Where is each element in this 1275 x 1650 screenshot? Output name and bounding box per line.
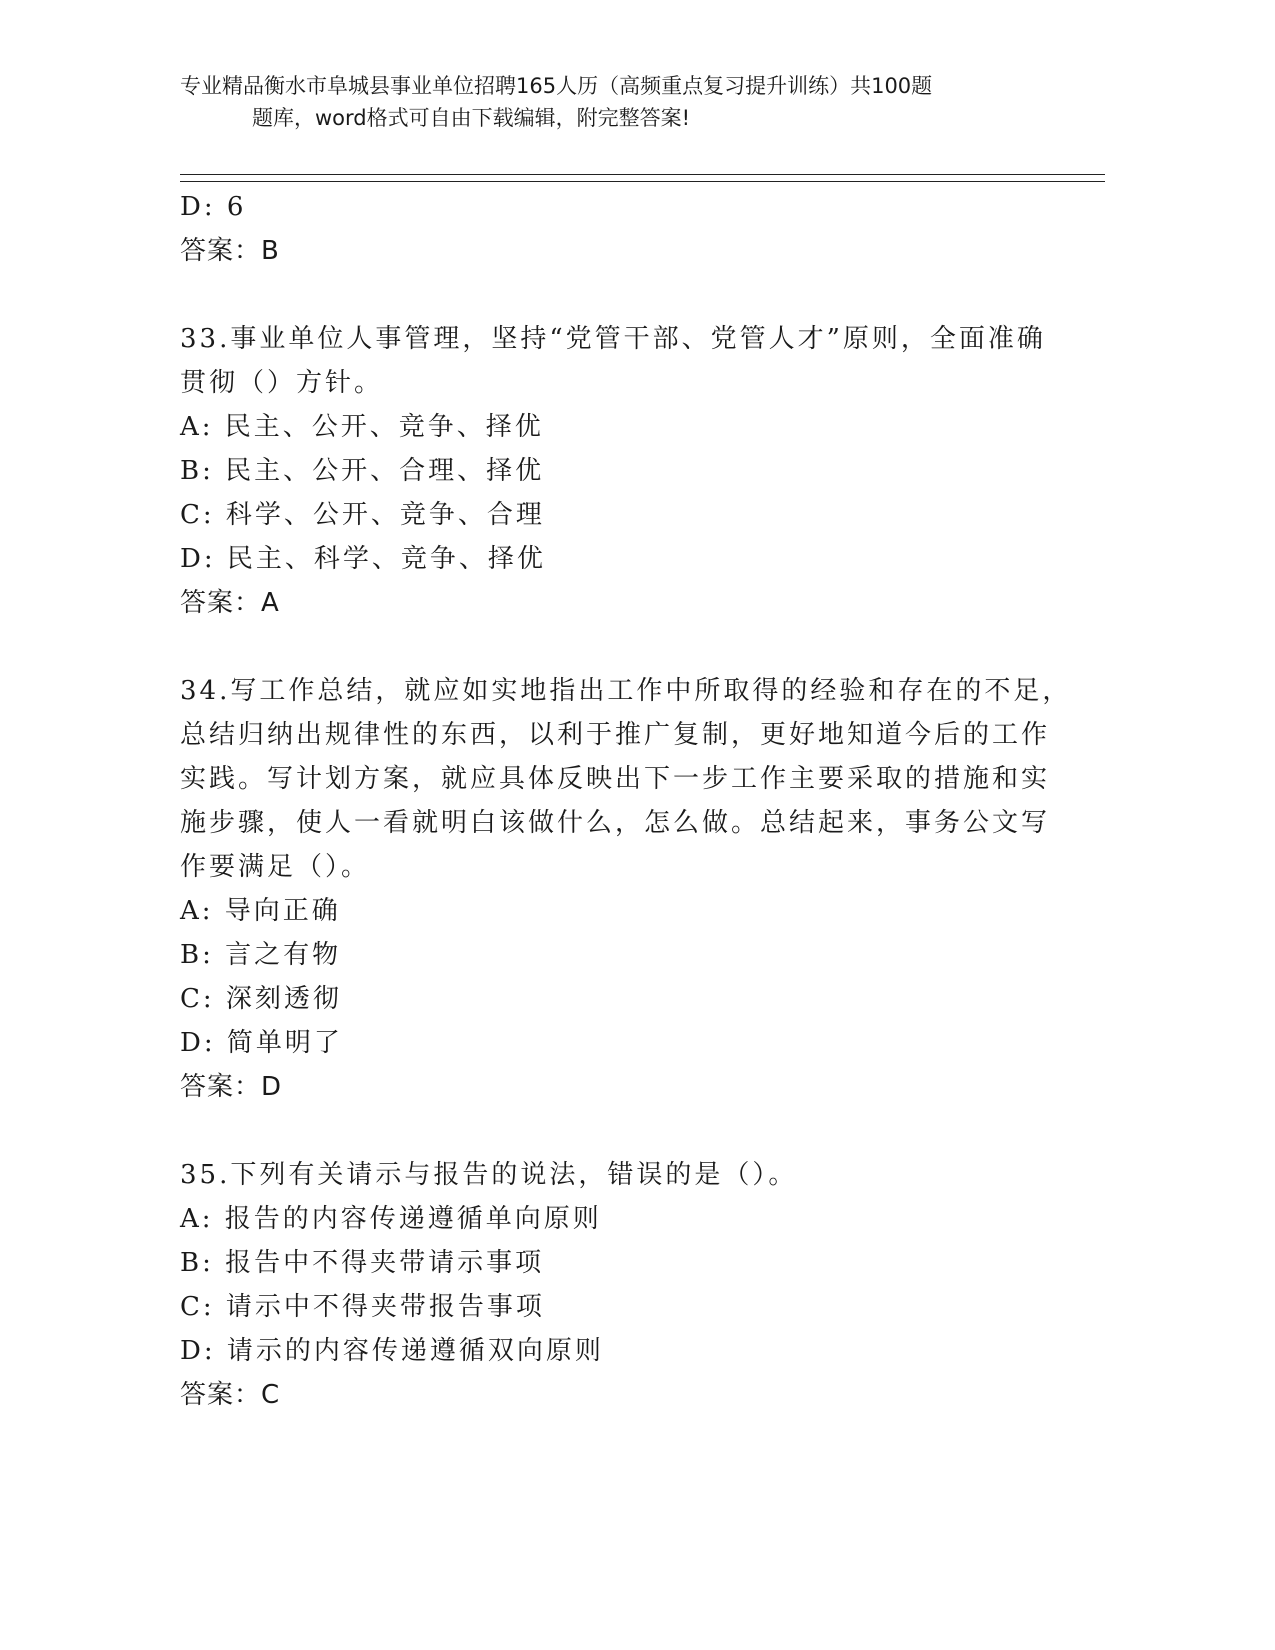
option-c: C: 请示中不得夹带报告事项 [180, 1292, 545, 1322]
option-d: D: 民主、科学、竞争、择优 [180, 544, 546, 574]
answer-line: 答案：B [180, 236, 280, 266]
header-divider-top [180, 174, 1105, 175]
option-a: A: 报告的内容传递遵循单向原则 [180, 1204, 602, 1234]
option-d: D: 请示的内容传递遵循双向原则 [180, 1336, 604, 1366]
option-a: A: 导向正确 [180, 896, 341, 926]
answer-line: 答案：A [180, 588, 280, 618]
header-title-line2: 题库，word格式可自由下载编辑，附完整答案! [252, 106, 691, 130]
question-stem-line: 施步骤，使人一看就明白该做什么，怎么做。总结起来，事务公文写 [180, 808, 1051, 838]
question-stem-line: 35.下列有关请示与报告的说法，错误的是（）。 [180, 1160, 798, 1190]
option-c: C: 深刻透彻 [180, 984, 342, 1014]
question-stem-line: 实践。写计划方案，就应具体反映出下一步工作主要采取的措施和实 [180, 764, 1051, 794]
question-stem-line: 总结归纳出规律性的东西，以利于推广复制，更好地知道今后的工作 [180, 720, 1051, 750]
answer-line: 答案：D [180, 1072, 283, 1102]
page-header [180, 70, 1080, 134]
option-b: B: 言之有物 [180, 940, 342, 970]
answer-line: 答案：C [180, 1380, 281, 1410]
option-c: C: 科学、公开、竞争、合理 [180, 500, 545, 530]
option-a: A: 民主、公开、竞争、择优 [180, 412, 544, 442]
spacer [180, 273, 1060, 317]
previous-question-tail [180, 185, 1060, 273]
question-33 [180, 317, 1060, 625]
question-34 [180, 669, 1072, 1109]
question-stem-line: 贯彻（）方针。 [180, 368, 384, 398]
question-stem-line: 作要满足（）。 [180, 852, 371, 882]
option-d: D: 简单明了 [180, 1028, 343, 1058]
spacer [180, 1109, 1060, 1153]
option-b: B: 报告中不得夹带请示事项 [180, 1248, 545, 1278]
spacer [180, 625, 1060, 669]
question-35 [180, 1153, 1060, 1417]
question-stem-line: 34.写工作总结，就应如实地指出工作中所取得的经验和存在的不足， [180, 676, 1072, 706]
option-b: B: 民主、公开、合理、择优 [180, 456, 545, 486]
option-d: D: 6 [180, 192, 247, 222]
question-stem-line: 33.事业单位人事管理，坚持“党管干部、党管人才”原则，全面准确 [180, 324, 1046, 354]
header-title-line1: 专业精品衡水市阜城县事业单位招聘165人历（高频重点复习提升训练）共100题 [180, 74, 933, 98]
question-content [180, 185, 1072, 1417]
header-divider-bottom [180, 181, 1105, 182]
